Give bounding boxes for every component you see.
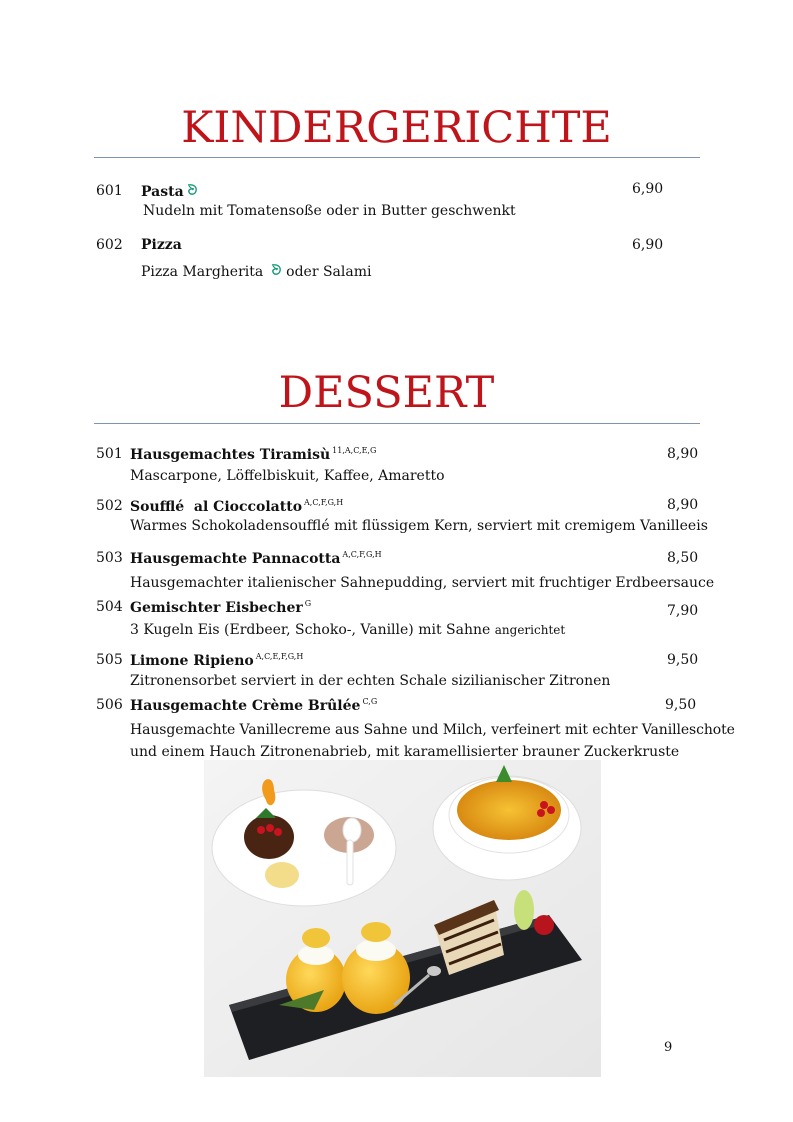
dessert-photo bbox=[204, 760, 601, 1077]
item-title: Hausgemachte Crème Brûlée bbox=[130, 698, 361, 714]
item-description: Mascarpone, Löffelbiskuit, Kaffee, Amaretto bbox=[130, 468, 445, 484]
dessert-divider bbox=[94, 423, 700, 424]
item-title-row bbox=[130, 697, 377, 714]
allergen-codes: 11,A,C,E,G bbox=[332, 446, 377, 455]
item-title: Pizza bbox=[141, 237, 182, 253]
item-description-part: 3 Kugeln Eis (Erdbeer, Schoko-, Vanille) mit Sahne bbox=[130, 622, 491, 638]
item-description-part: Pizza Margherita bbox=[141, 264, 264, 280]
item-title-row bbox=[130, 652, 303, 669]
allergen-codes: G bbox=[304, 599, 312, 608]
item-description: Nudeln mit Tomatensoße oder in Butter geschwenkt bbox=[143, 203, 516, 219]
item-price: 9,50 bbox=[667, 652, 699, 668]
item-price: 8,50 bbox=[667, 550, 699, 566]
item-number: 504 bbox=[96, 599, 123, 615]
item-description: Hausgemachte Vanillecreme aus Sahne und Milch, verfeinert mit echter Vanilleschote bbox=[130, 722, 735, 738]
leaf-icon bbox=[186, 183, 198, 197]
item-description bbox=[141, 263, 371, 280]
item-description: Zitronensorbet serviert in der echten Schale sizilianischer Zitronen bbox=[130, 673, 611, 689]
item-description: Hausgemachter italienischer Sahnepudding, serviert mit fruchtiger Erdbeersauce bbox=[130, 575, 715, 591]
dessert-heading: DESSERT bbox=[278, 368, 495, 418]
item-number: 602 bbox=[96, 237, 123, 253]
allergen-codes: A,C,F,G,H bbox=[304, 498, 344, 507]
item-price: 6,90 bbox=[632, 181, 664, 197]
allergen-codes: A,C,E,F,G,H bbox=[255, 652, 304, 661]
item-title-row bbox=[130, 599, 311, 616]
item-description: Warmes Schokoladensoufflé mit flüssigem Kern, serviert mit cremigem Vanilleeis bbox=[130, 518, 708, 534]
kids-heading: KINDERGERICHTE bbox=[181, 103, 612, 153]
item-title-row bbox=[130, 498, 343, 515]
item-number: 601 bbox=[96, 183, 123, 199]
item-number: 501 bbox=[96, 446, 123, 462]
item-description: und einem Hauch Zitronenabrieb, mit karamellisierter brauner Zuckerkruste bbox=[130, 744, 680, 760]
item-number: 505 bbox=[96, 652, 123, 668]
allergen-codes: C,G bbox=[362, 697, 378, 706]
item-title: Limone Ripieno bbox=[130, 653, 254, 669]
item-price: 9,50 bbox=[665, 697, 697, 713]
item-description-part: oder Salami bbox=[286, 264, 372, 280]
item-price: 8,90 bbox=[667, 497, 699, 513]
item-description bbox=[130, 622, 565, 638]
page-number: 9 bbox=[664, 1040, 673, 1055]
item-title: Hausgemachte Pannacotta bbox=[130, 551, 341, 567]
item-number: 503 bbox=[96, 550, 123, 566]
item-title-row bbox=[141, 183, 198, 200]
item-title: Gemischter Eisbecher bbox=[130, 600, 303, 616]
item-title-row bbox=[130, 550, 382, 567]
item-title: Soufflé al Cioccolatto bbox=[130, 499, 303, 515]
leaf-icon bbox=[270, 263, 282, 277]
item-title: Hausgemachtes Tiramisù bbox=[130, 447, 331, 463]
item-price: 6,90 bbox=[632, 237, 664, 253]
item-title: Pasta bbox=[141, 184, 184, 200]
item-title-row bbox=[130, 446, 376, 463]
item-number: 502 bbox=[96, 498, 123, 514]
item-number: 506 bbox=[96, 697, 123, 713]
kids-divider bbox=[94, 157, 700, 158]
allergen-codes: A,C,F,G,H bbox=[342, 550, 382, 559]
item-price: 8,90 bbox=[667, 446, 699, 462]
item-price: 7,90 bbox=[667, 603, 699, 619]
item-description-part: angerichtet bbox=[494, 623, 566, 637]
